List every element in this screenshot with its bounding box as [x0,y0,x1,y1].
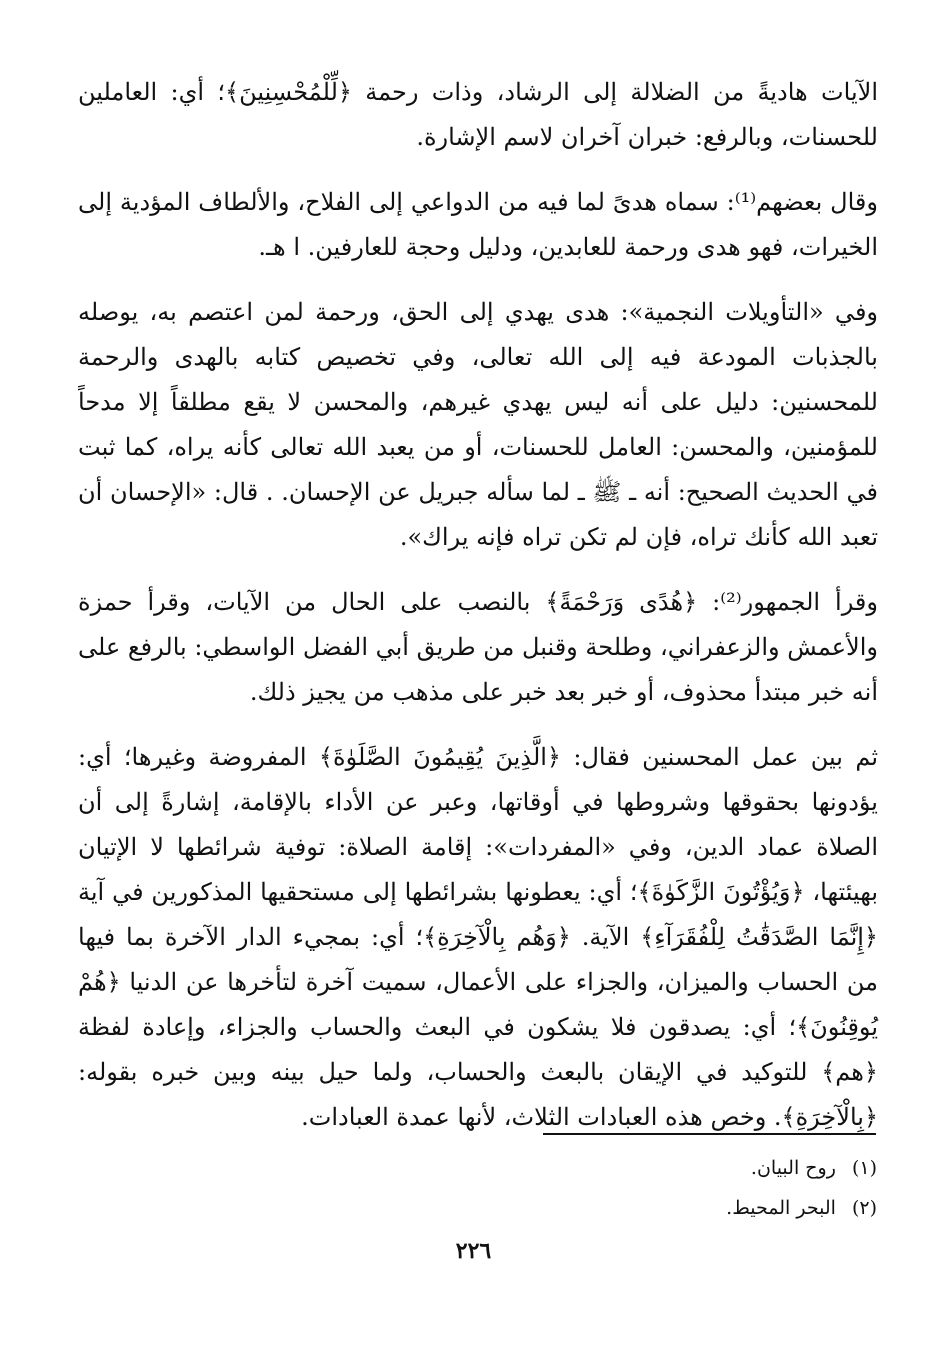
footnotes [77,1148,877,1228]
paragraph-5: ثم بين عمل المحسنين فقال: ﴿الَّذِينَ يُقِيمُونَ الصَّلَوٰةَ﴾ المفروضة وغيرها؛ أي: يؤدونها بحقوقها وشروطها في أوقاتها، وعبر عن الأداء بالإقامة، إشارةً إلى أن الصلاة عماد الدين، وفي «المفردات»: إقامة الصلاة: توفية شرائطها لا الإتيان بهيئتها، ﴿وَيُؤْتُونَ الزَّكَوٰةَ﴾؛ أي: يعطونها بشرائطها إلى مستحقيها المذكورين في آية ﴿إِنَّمَا الصَّدَقَٰتُ لِلْفُقَرَآءِ﴾ الآية. ﴿وَهُم بِالْآخِرَةِ﴾؛ أي: بمجيء الدار الآخرة بما فيها من الحساب والميزان، والجزاء على الأعمال، سميت آخرة لتأخرها عن الدنيا ﴿هُمْ يُوقِنُونَ﴾؛ أي: يصدقون فلا يشكون في البعث والحساب والجزاء، وإعادة لفظة ﴿هم﴾ للتوكيد في الإيقان بالبعث والحساب، ولما حيل بينه وبين خبره بقوله: ﴿بِالْآخِرَةِ﴾. وخص هذه العبادات الثلاث، لأنها عمدة العبادات. [78,743,879,1131]
footnote-2 [77,1188,877,1228]
footnote-number: (٢) [851,1197,877,1219]
paragraph-2: وقال بعضهم⁽¹⁾: سماه هدىً لما فيه من الدواعي إلى الفلاح، والألطاف المؤدية إلى الخيرات، فهو هدى ورحمة للعابدين، ودليل وحجة للعارفين. ا هـ. [78,188,878,261]
page-number: ٢٢٦ [455,1238,492,1264]
footnote-number: (١) [851,1157,877,1179]
footnote-divider [543,1133,876,1135]
footnote-1 [77,1148,877,1188]
paragraph-4: وقرأ الجمهور⁽²⁾: ﴿هُدًى وَرَحْمَةً﴾ بالنصب على الحال من الآيات، وقرأ حمزة والأعمش والزعفراني، وطلحة وقنبل من طريق أبي الفضل الواسطي: بالرفع على أنه خبر مبتدأ محذوف، أو خبر بعد خبر على مذهب من يجيز ذلك. [78,588,878,706]
paragraph-3: وفي «التأويلات النجمية»: هدى يهدي إلى الحق، ورحمة لمن اعتصم به، يوصله بالجذبات المودعة فيه إلى الله تعالى، وفي تخصيص كتابه بالهدى والرحمة للمحسنين: دليل على أنه ليس يهدي غيرهم، والمحسن لا يقع مطلقاً إلا مدحاً للمؤمنين، والمحسن: العامل للحسنات، أو من يعبد الله تعالى كأنه يراه، كما ثبت في الحديث الصحيح: أنه ـ ﷺ ـ لما سأله جبريل عن الإحسان. . قال: «الإحسان أن تعبد الله كأنك تراه، فإن لم تكن تراه فإنه يراك». [78,298,879,551]
paragraph-1: الآيات هاديةً من الضلالة إلى الرشاد، وذات رحمة ﴿لِّلْمُحْسِنِينَ﴾؛ أي: العاملين للحسنات، وبالرفع: خبران آخران لاسم الإشارة. [78,78,878,151]
footnote-text: البحر المحيط. [726,1197,836,1219]
footnote-text: روح البيان. [750,1157,836,1179]
page-body [78,70,878,1160]
